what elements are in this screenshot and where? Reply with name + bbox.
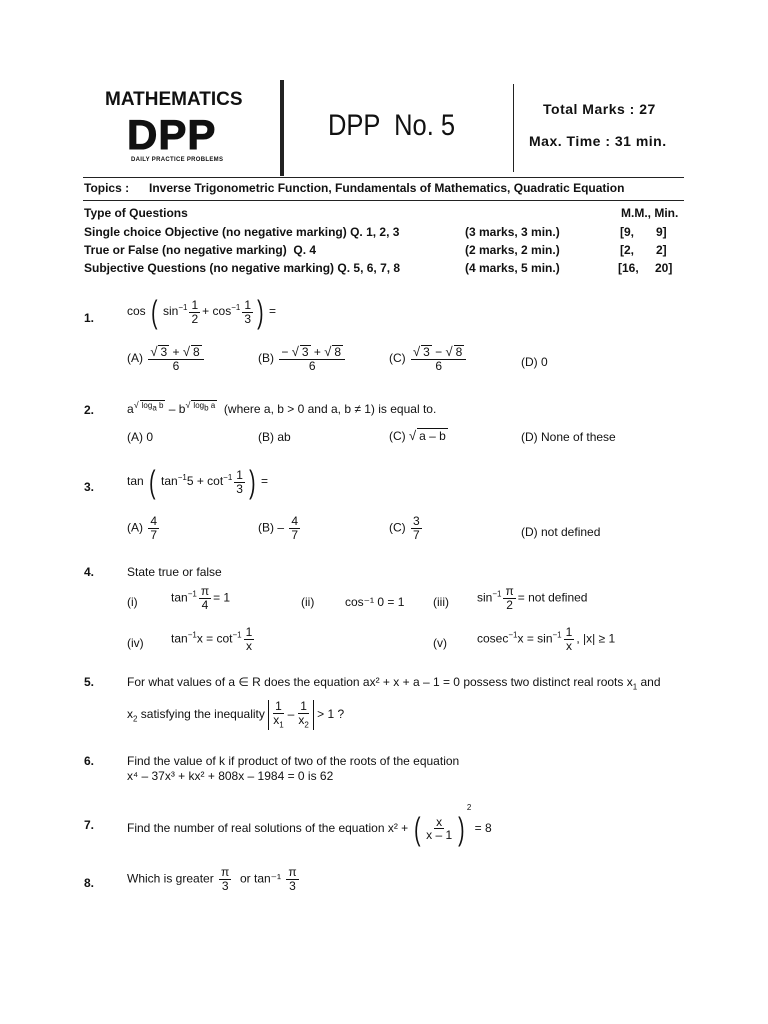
type-row-3-min: 20] [655, 261, 673, 275]
q1-option-c: (C) $\frac{√ 3 - √ 8}{6}$ [389, 345, 468, 372]
type-row-2-min: 2] [656, 243, 667, 257]
q5-line2: $x_2$ satisfying the inequality $\frac{1}{x_1}$ – $\frac{1}{x_2}$ > 1 ? [127, 699, 345, 730]
dpp-logo-subtitle: DAILY PRACTICE PROBLEMS [131, 157, 224, 163]
type-row-3-mm: [16, [618, 261, 639, 275]
header-divider-left [280, 80, 284, 176]
q8-number: 8. [84, 876, 95, 890]
q8-expression: Which is greater $\frac{\pi}{3}$ or tan⁻¹ $\frac{\pi}{3}$ [127, 865, 297, 893]
q4-iv-label: (iv) [127, 636, 144, 650]
type-row-2-desc: True or False (no negative marking) Q. 4 [84, 243, 317, 257]
q3-expression: tan ( $\tan^{-1}5 + \cot^{-1}$ $\frac{1}{3}$ ) = [127, 464, 268, 500]
q4-iii-expr: $\sin^{-1}$ $\frac{\pi}{2}$ = not defined [477, 584, 588, 612]
q4-ii-label: (ii) [301, 595, 315, 609]
q3-option-b: (B) – $\frac{4}{7}$ [258, 514, 299, 542]
q2-option-a: (A) 0 [127, 430, 154, 444]
q3-option-d: (D) not defined [521, 525, 601, 539]
q7-number: 7. [84, 818, 95, 832]
q6-number: 6. [84, 754, 95, 768]
type-row-2-marks: (2 marks, 2 min.) [465, 243, 560, 257]
q3-number: 3. [84, 480, 95, 494]
types-heading: Type of Questions [84, 206, 188, 220]
q2-option-b: (B) ab [258, 430, 291, 444]
q3-option-a: (A) $\frac{4}{7}$ [127, 514, 158, 542]
q6-line1: Find the value of k if product of two of the roots of the equation [127, 754, 460, 768]
q4-text: State true or false [127, 565, 222, 579]
type-row-2-mm: [2, [620, 243, 635, 257]
q4-iv-expr: $\tan^{-1}x = \cot^{-1}$ $\frac{1}{x}$ [171, 625, 253, 653]
header-divider-right [513, 84, 514, 172]
type-row-1-mm: [9, [620, 225, 635, 239]
dpp-number: DPP No. 5 [328, 109, 456, 142]
q2-option-c: (C) √ a – b [389, 428, 446, 443]
q3-option-c: (C) $\frac{3}{7}$ [389, 514, 420, 542]
total-marks: Total Marks : 27 [543, 101, 656, 117]
subject-title: MATHEMATICS [105, 89, 243, 110]
q2-option-d: (D) None of these [521, 430, 616, 444]
q5-line1: For what values of a ∈ R does the equation ax² + x + a – 1 = 0 possess two distinct real roots $x_1$ and [127, 675, 661, 692]
type-row-3-desc: Subjective Questions (no negative marking) Q. 5, 6, 7, 8 [84, 261, 401, 275]
type-row-1-min: 9] [656, 225, 667, 239]
q7-expression: Find the number of real solutions of the equation x² + ( $\frac{x}{x - 1}$ )$^2$ = 8 [127, 803, 492, 847]
q6-line2: x⁴ – 37x³ + kx² + 808x – 1984 = 0 is 62 [127, 769, 334, 783]
q1-option-a: (A) $\frac{√ 3 + √ 8}{6}$ [127, 345, 206, 372]
q4-i-expr: $\tan^{-1}$ $\frac{\pi}{4}$ = 1 [171, 584, 231, 612]
q1-number: 1. [84, 311, 95, 325]
q2-expression: $a^{√ log_a b} - b^{√ log_b a}$ (where a, b > 0 and a, b ≠ 1) is equal to. [127, 400, 437, 416]
q1-option-d: (D) 0 [521, 355, 548, 369]
dpp-logo: DPP [127, 111, 217, 158]
topics-rule [83, 200, 684, 201]
q2-number: 2. [84, 403, 95, 417]
topics-label: Topics : [84, 181, 130, 195]
type-row-1-marks: (3 marks, 3 min.) [465, 225, 560, 239]
max-time: Max. Time : 31 min. [529, 133, 667, 149]
q4-i-label: (i) [127, 595, 138, 609]
q4-ii-expr: cos⁻¹ 0 = 1 [345, 595, 405, 609]
q1-option-b: (B) $\frac{- √ 3 + √ 8}{6}$ [258, 345, 347, 372]
q4-number: 4. [84, 565, 95, 579]
topics-value: Inverse Trigonometric Function, Fundamentals of Mathematics, Quadratic Equation [149, 181, 625, 195]
q4-v-expr: $cosec^{-1}x = \sin^{-1}$ $\frac{1}{x}$ , |x| ≥ 1 [477, 625, 616, 653]
q1-expression: cos ( $\sin^{-1}$ $\frac{1}{2}$ + $\cos^{-1}$ $\frac{1}{3}$ ) = [127, 294, 276, 330]
type-row-1-desc: Single choice Objective (no negative marking) Q. 1, 2, 3 [84, 225, 400, 239]
q4-v-label: (v) [433, 636, 447, 650]
mm-heading: M.M., Min. [621, 206, 679, 220]
type-row-3-marks: (4 marks, 5 min.) [465, 261, 560, 275]
q5-number: 5. [84, 675, 95, 689]
q4-iii-label: (iii) [433, 595, 449, 609]
header-rule [83, 177, 684, 178]
